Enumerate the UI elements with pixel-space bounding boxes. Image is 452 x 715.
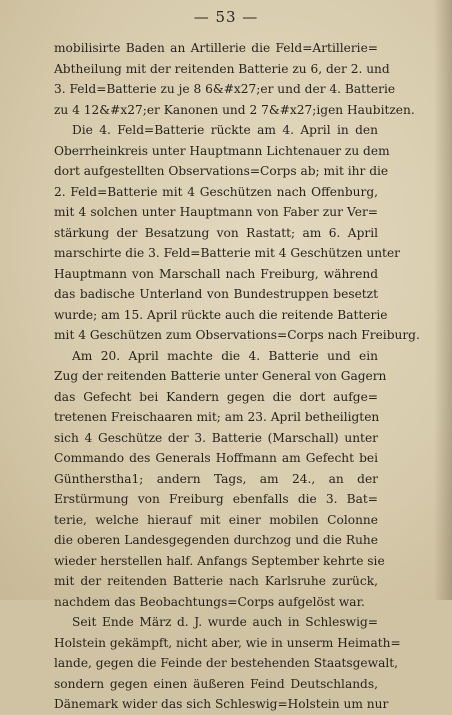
text-line: die oberen Landesgegenden durchzog und die Ruhe <box>54 533 378 547</box>
text-line: mit 4 solchen unter Hauptmann von Faber zur Ver= <box>54 205 378 219</box>
text-line: Oberrheinkreis unter Hauptmann Lichtenauer zu dem <box>54 143 390 158</box>
text-line: mit 4 Geschützen zum Observations=Corps nach Freiburg. <box>54 328 420 342</box>
page-number: — 53 — <box>193 8 259 26</box>
text-line: zu 4 12&#x27;er Kanonen und 2 7&#x27;igen Haubitzen. <box>54 102 415 117</box>
text-line: Zug der reitenden Batterie unter General von Gagern <box>54 369 387 383</box>
text-line: Erstürmung von Freiburg ebenfalls die 3. Bat= <box>54 492 378 506</box>
text-line: Am 20. April machte die 4. Batterie und ein <box>72 348 378 363</box>
text-line: mit der reitenden Batterie nach Karlsruhe zurück, <box>54 574 378 588</box>
text-line: Dänemark wider das sich Schleswig=Holstein um nur <box>54 697 389 711</box>
text-line: nachdem das Beobachtungs=Corps aufgelöst war. <box>54 594 365 609</box>
text-line: sondern gegen einen äußeren Feind Deutschlands, <box>54 676 378 691</box>
text-line: marschirte die 3. Feld=Batterie mit 4 Geschützen unter <box>54 246 400 260</box>
text-line: 2. Feld=Batterie mit 4 Geschützen nach Offenburg, <box>54 184 378 199</box>
text-line: 3. Feld=Batterie zu je 8 6&#x27;er und der 4. Batterie <box>54 82 396 96</box>
text-line: wieder herstellen half. Anfangs September kehrte sie <box>54 553 385 568</box>
text-line: stärkung der Besatzung von Rastatt; am 6. April <box>54 225 378 240</box>
text-line: Seit Ende März d. J. wurde auch in Schleswig= <box>72 615 378 629</box>
text-line: wurde; am 15. April rückte auch die reitende Batterie <box>54 307 388 322</box>
text-line: Güntherstha1; andern Tags, am 24., an der <box>54 471 378 486</box>
text-line: Commando des Generals Hoffmann am Gefecht bei <box>54 451 378 465</box>
text-line: lande, gegen die Feinde der bestehenden Staatsgewalt, <box>54 656 399 670</box>
text-line: Hauptmann von Marschall nach Freiburg, während <box>54 266 378 281</box>
text-line: Holstein gekämpft, nicht aber, wie in unserm Heimath= <box>54 635 401 650</box>
text-line: mobilisirte Baden an Artillerie die Feld=Artillerie= <box>54 41 378 55</box>
text-line: das Gefecht bei Kandern gegen die dort aufge= <box>54 389 378 404</box>
text-line: Die 4. Feld=Batterie rückte am 4. April in den <box>72 123 378 137</box>
text-line: Abtheilung mit der reitenden Batterie zu 6, der 2. und <box>54 61 390 76</box>
text-line: dort aufgestellten Observations=Corps ab; mit ihr die <box>54 164 389 178</box>
text-line: tretenen Freischaaren mit; am 23. April betheiligten <box>54 410 380 424</box>
text-line: das badische Unterland von Bundestruppen besetzt <box>54 287 378 301</box>
text-line: sich 4 Geschütze der 3. Batterie (Marschall) unter <box>54 430 378 445</box>
text-line: terie, welche hierauf mit einer mobilen Colonne <box>54 512 378 527</box>
body-text <box>54 38 420 715</box>
